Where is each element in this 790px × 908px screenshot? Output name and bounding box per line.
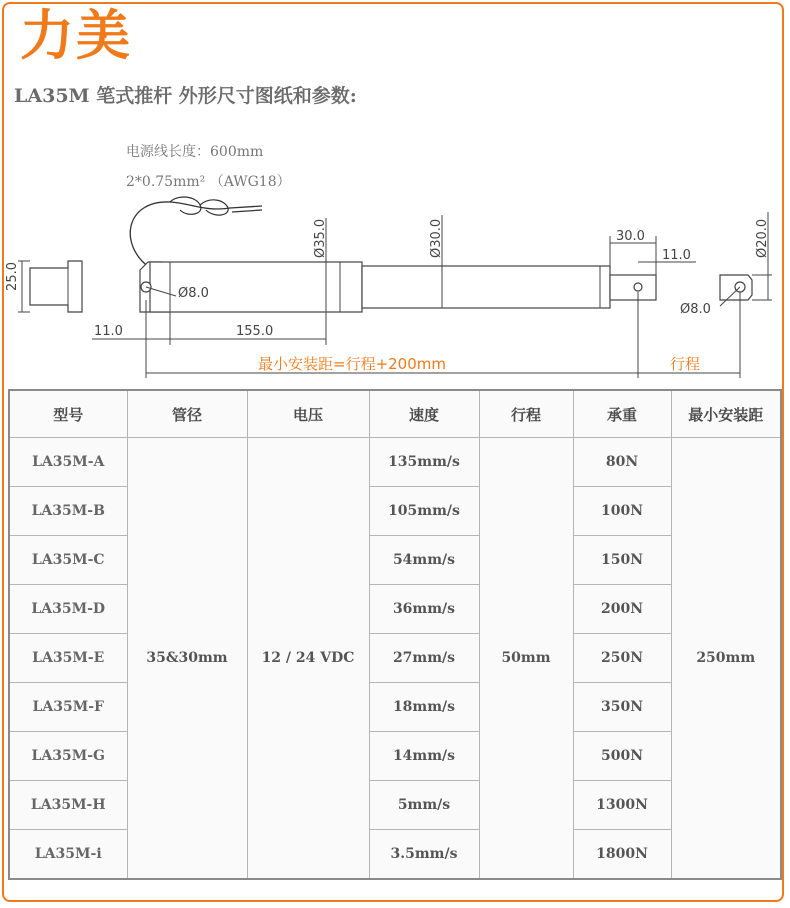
- header-voltage: 电压: [247, 390, 369, 438]
- model-cell: LA35M-A: [9, 438, 127, 487]
- header-speed: 速度: [369, 390, 479, 438]
- table-row: [9, 487, 781, 536]
- stroke-cell: 50mm: [479, 438, 573, 880]
- page-title: LA35M 笔式推杆 外形尺寸图纸和参数:: [14, 85, 357, 107]
- table-row: [9, 732, 781, 781]
- table-row: [9, 536, 781, 585]
- cable-length-note: 电源线长度：600mm: [126, 144, 264, 160]
- load-cell: 350N: [573, 683, 671, 732]
- dim-155: 155.0: [236, 324, 274, 339]
- speed-cell: 14mm/s: [369, 732, 479, 781]
- load-cell: 1800N: [573, 830, 671, 880]
- table-row: [9, 634, 781, 683]
- model-cell: LA35M-G: [9, 732, 127, 781]
- outer-tube: [362, 266, 610, 308]
- brand-logo: 力美: [20, 4, 132, 67]
- table-row: [9, 683, 781, 732]
- model-cell: LA35M-C: [9, 536, 127, 585]
- load-cell: 500N: [573, 732, 671, 781]
- header-stroke: 行程: [479, 390, 573, 438]
- table-row: [9, 438, 781, 487]
- speed-cell: 135mm/s: [369, 438, 479, 487]
- dim-30: 30.0: [616, 229, 645, 244]
- model-cell: LA35M-D: [9, 585, 127, 634]
- load-cell: 200N: [573, 585, 671, 634]
- table-row: [9, 585, 781, 634]
- speed-cell: 3.5mm/s: [369, 830, 479, 880]
- dim-hole-left: Ø8.0: [178, 286, 209, 301]
- dim-d30: Ø30.0: [429, 218, 444, 258]
- load-cell: 250N: [573, 634, 671, 683]
- tube-cell: 35&30mm: [127, 438, 247, 880]
- header-load: 承重: [573, 390, 671, 438]
- power-cable: [130, 202, 262, 268]
- voltage-cell: 12 / 24 VDC: [247, 438, 369, 880]
- inner-rod: [610, 275, 656, 300]
- table-row: [9, 830, 781, 880]
- stroke-label: 行程: [670, 355, 701, 373]
- speed-cell: 36mm/s: [369, 585, 479, 634]
- load-cell: 80N: [573, 438, 671, 487]
- dim-11-right: 11.0: [662, 248, 691, 263]
- speed-cell: 5mm/s: [369, 781, 479, 830]
- dim-25: 25.0: [5, 262, 20, 291]
- header-model: 型号: [9, 390, 127, 438]
- dim-11-left: 11.0: [94, 324, 123, 339]
- load-cell: 150N: [573, 536, 671, 585]
- min-install-label: 最小安装距=行程+200mm: [258, 355, 446, 373]
- speed-cell: 27mm/s: [369, 634, 479, 683]
- speed-cell: 105mm/s: [369, 487, 479, 536]
- cable-spec-note: 2*0.75mm² （AWG18）: [126, 174, 291, 190]
- dim-d35: Ø35.0: [313, 218, 328, 258]
- end-cap-side: [30, 261, 82, 312]
- load-cell: 100N: [573, 487, 671, 536]
- cable-knot: [170, 197, 228, 215]
- spec-table: [8, 389, 782, 880]
- table-row: [9, 781, 781, 830]
- model-cell: LA35M-E: [9, 634, 127, 683]
- speed-cell: 18mm/s: [369, 683, 479, 732]
- front-hole: [634, 283, 642, 291]
- load-cell: 1300N: [573, 781, 671, 830]
- model-cell: LA35M-B: [9, 487, 127, 536]
- actuator-drawing: [0, 0, 790, 390]
- dim-d20: Ø20.0: [755, 218, 770, 258]
- header-min-install: 最小安装距: [671, 390, 781, 438]
- header-tube: 管径: [127, 390, 247, 438]
- model-cell: LA35M-i: [9, 830, 127, 880]
- model-cell: LA35M-H: [9, 781, 127, 830]
- min-install-cell: 250mm: [671, 438, 781, 880]
- model-cell: LA35M-F: [9, 683, 127, 732]
- dim-hole-right: Ø8.0: [680, 302, 711, 317]
- speed-cell: 54mm/s: [369, 536, 479, 585]
